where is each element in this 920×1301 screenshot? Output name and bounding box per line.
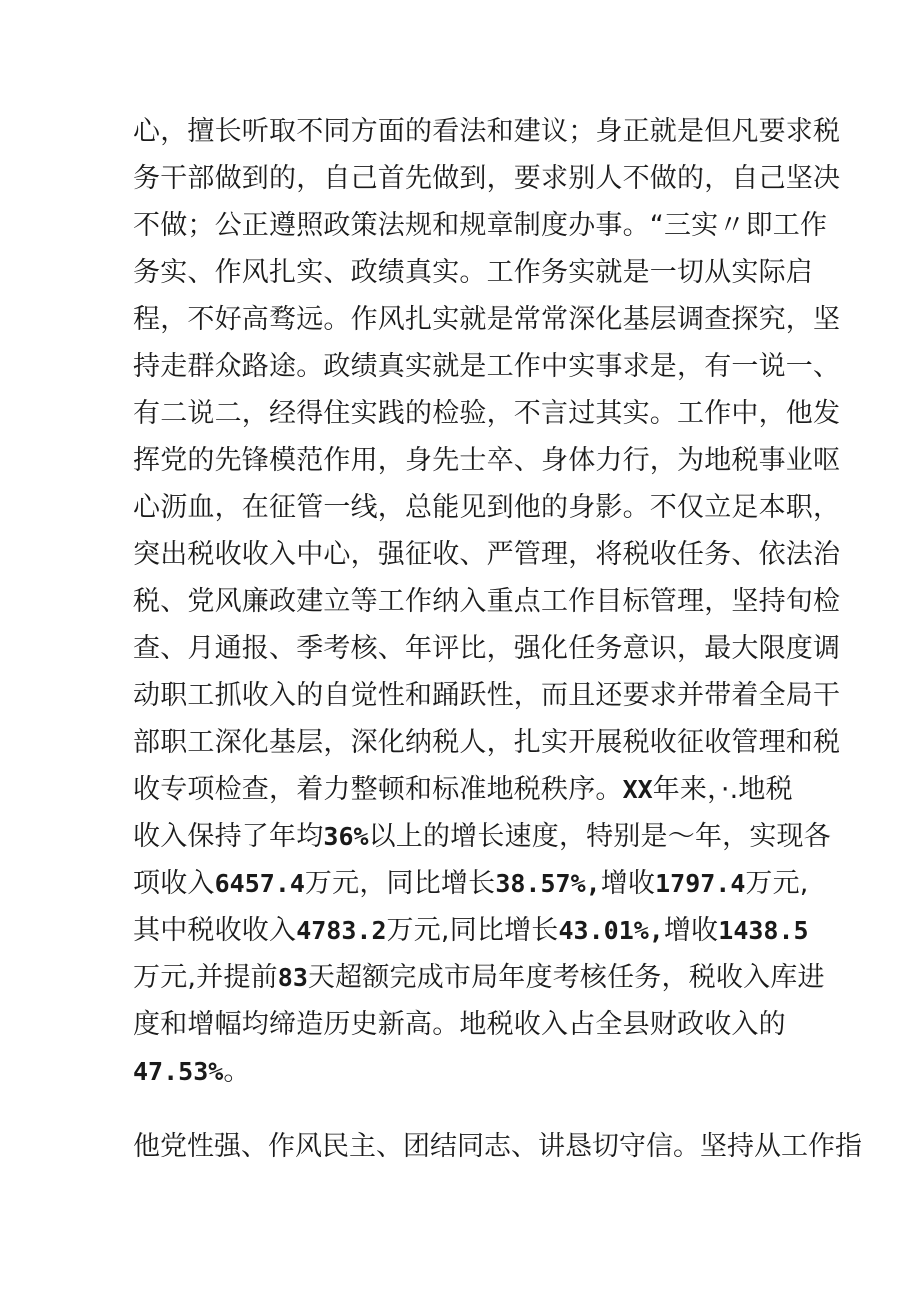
text-run: 项收入 <box>133 868 215 899</box>
text-run: 万元,同比增长 <box>386 915 559 946</box>
text-line: 不做；公正遵照政策法规和规章制度办事。“三实〃即工作 <box>133 210 828 241</box>
text-run: 增收 <box>663 915 719 946</box>
text-run: 收入保持了年均 <box>133 821 324 852</box>
text-line: 持走群众路途。政绩真实就是工作中实事求是，有一说一、 <box>133 351 841 382</box>
number-run: 43.01%, <box>558 916 664 945</box>
number-run: 36% <box>323 822 369 851</box>
text-run: 其中税收收入 <box>133 915 297 946</box>
number-run: 1438.5 <box>718 916 809 945</box>
text-line: 务干部做到的，自己首先做到，要求别人不做的，自己坚决 <box>133 163 841 194</box>
number-run: 83 <box>277 963 308 992</box>
text-run: 年来，·.地税 <box>652 774 793 805</box>
number-run: 6457.4 <box>214 869 305 898</box>
text-run: 天超额完成市局年度考核任务，税收入库进 <box>307 962 825 993</box>
text-line <box>133 907 809 954</box>
text-run: 收专项检查，着力整顿和标准地税秩序。 <box>133 774 623 805</box>
text-line: 他党性强、作风民主、团结同志、讲恳切守信。坚持从工作指 <box>133 1131 862 1162</box>
text-line: 心沥血，在征管一线，总能见到他的身影。不仅立足本职， <box>133 492 841 523</box>
text-line: 部职工深化基层，深化纳税人，扎实开展税收征收管理和税 <box>133 727 841 758</box>
paragraph-1 <box>133 108 841 1095</box>
text-line: 程，不好高骛远。作风扎实就是常常深化基层调查探究，坚 <box>133 304 841 335</box>
text-run: 以上的增长速度，特别是～年，实现各 <box>368 821 831 852</box>
text-line: 突出税收收入中心，强征收、严管理，将税收任务、依法治 <box>133 539 841 570</box>
number-run: 4783.2 <box>296 916 387 945</box>
text-line <box>133 1048 793 1095</box>
paragraph-2 <box>133 1123 862 1170</box>
text-run: 万元，同比增长 <box>304 868 496 899</box>
text-line: 度和增幅均缔造历史新高。地税收入占全县财政收入的 <box>133 1009 786 1040</box>
text-run: 万元,并提前 <box>133 962 278 993</box>
text-line <box>133 766 793 813</box>
text-line <box>133 860 809 907</box>
number-run: 38.57%, <box>495 869 601 898</box>
text-line: 务实、作风扎实、政绩真实。工作务实就是一切从实际启 <box>133 257 813 288</box>
text-line: 动职工抓收入的自觉性和踊跃性，而且还要求并带着全局干 <box>133 680 841 711</box>
text-run: 。 <box>223 1056 251 1087</box>
text-line <box>133 954 825 1001</box>
text-line: 税、党风廉政建立等工作纳入重点工作目标管理，坚持旬检 <box>133 586 841 617</box>
number-run: 47.53% <box>133 1057 224 1086</box>
text-line: 心，擅长听取不同方面的看法和建议；身正就是但凡要求税 <box>133 116 841 147</box>
text-line: 有二说二，经得住实践的检验，不言过其实。工作中，他发 <box>133 398 841 429</box>
number-run: XX <box>622 775 653 804</box>
text-run: 增收 <box>600 868 656 899</box>
text-line <box>133 813 831 860</box>
text-run: 万元, <box>745 868 809 899</box>
text-line: 查、月通报、季考核、年评比，强化任务意识，最大限度调 <box>133 633 841 664</box>
text-line: 挥党的先锋模范作用，身先士卒、身体力行，为地税事业呕 <box>133 445 841 476</box>
number-run: 1797.4 <box>655 869 746 898</box>
